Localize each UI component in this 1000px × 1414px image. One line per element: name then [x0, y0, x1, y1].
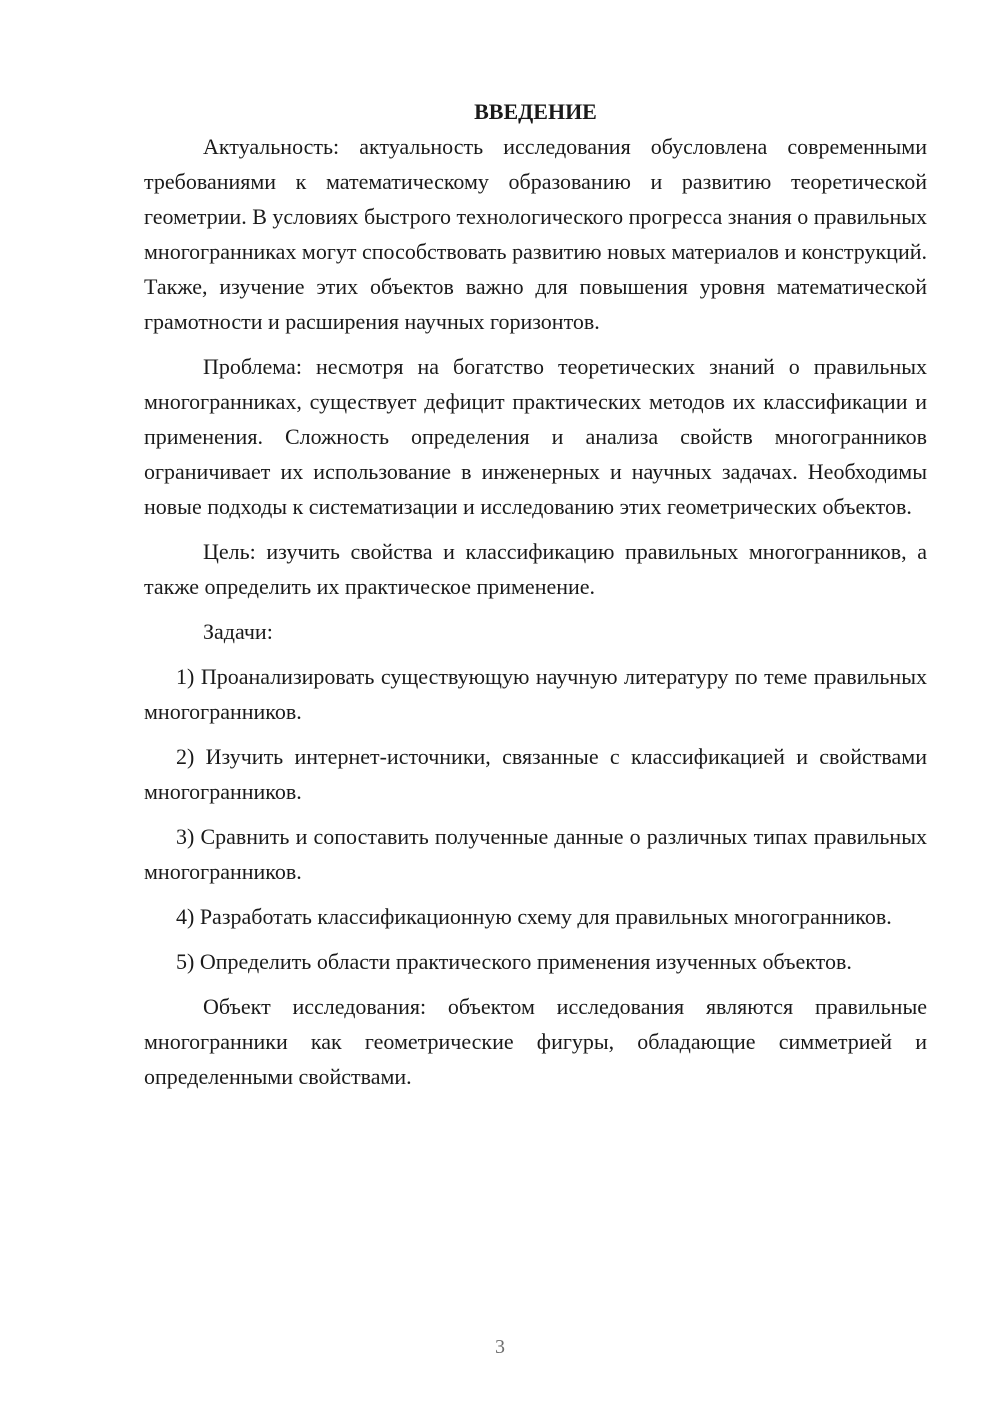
section-heading: ВВЕДЕНИЕ — [474, 99, 597, 124]
task-item-4: 4) Разработать классификационную схему для правильных многогранников. — [176, 904, 892, 929]
task-item-1: 1) Проанализировать существующую научную литературу по теме правильных многогранников. — [144, 664, 927, 724]
task-item-5: 5) Определить области практического применения изученных объектов. — [176, 949, 852, 974]
paragraph-goal: Цель: изучить свойства и классификацию правильных многогранников, а также определить их практическое применение. — [144, 539, 927, 599]
page-content — [144, 94, 927, 1104]
paragraph-relevance: Актуальность: актуальность исследования обусловлена современными требованиями к математическому образованию и развитию теоретической геометрии. В условиях быстрого технологического прогресса знания о правильных многогранниках могут способствовать развитию новых материалов и конструкций. Также, изучение этих объектов важно для повышения уровня математической грамотности и расширения научных горизонтов. — [144, 134, 927, 334]
task-item-3: 3) Сравнить и сопоставить полученные данные о различных типах правильных многогранников. — [144, 824, 927, 884]
page-number: 3 — [495, 1336, 505, 1358]
paragraph-problem: Проблема: несмотря на богатство теоретических знаний о правильных многогранниках, существует дефицит практических методов их классификации и применения. Сложность определения и анализа свойств многогранников ограничивает их использование в инженерных и научных задачах. Необходимы новые подходы к систематизации и исследованию этих геометрических объектов. — [144, 354, 927, 519]
task-item-2: 2) Изучить интернет-источники, связанные с классификацией и свойствами многогранников. — [144, 744, 927, 804]
tasks-label: Задачи: — [203, 619, 273, 644]
paragraph-object: Объект исследования: объектом исследования являются правильные многогранники как геометрические фигуры, обладающие симметрией и определенными свойствами. — [144, 994, 927, 1089]
tasks-list — [144, 659, 927, 979]
